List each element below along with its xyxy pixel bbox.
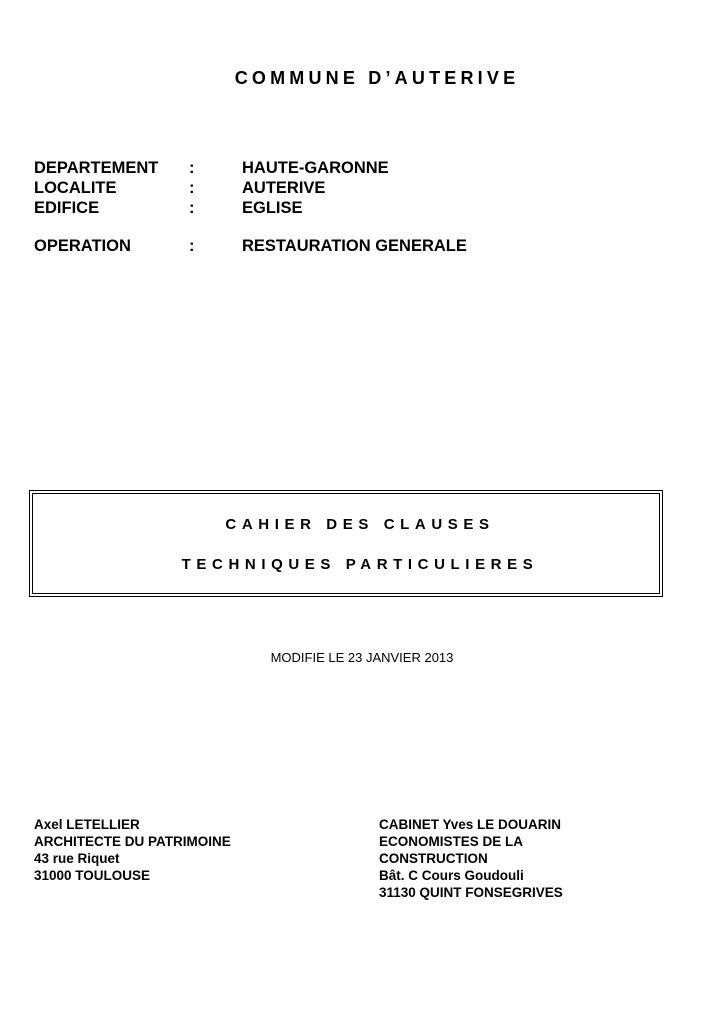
info-value: AUTERIVE bbox=[242, 179, 326, 197]
info-value: RESTAURATION GENERALE bbox=[242, 237, 467, 255]
architect-name: Axel LETELLIER bbox=[34, 817, 140, 832]
info-separator: : bbox=[189, 199, 195, 217]
document-type-line-1: CAHIER DES CLAUSES bbox=[225, 516, 495, 533]
economist-city: 31130 QUINT FONSEGRIVES bbox=[379, 885, 563, 900]
architect-role: ARCHITECTE DU PATRIMOINE bbox=[34, 834, 231, 849]
economist-address-block bbox=[379, 816, 563, 901]
info-value: EGLISE bbox=[242, 199, 303, 217]
economist-name: CABINET Yves LE DOUARIN bbox=[379, 817, 562, 832]
info-separator: : bbox=[189, 237, 195, 255]
info-label: OPERATION bbox=[34, 237, 131, 255]
info-separator: : bbox=[189, 159, 195, 177]
document-type-line-2: TECHNIQUES PARTICULIERES bbox=[181, 556, 539, 573]
economist-role-line-1: ECONOMISTES DE LA bbox=[379, 834, 524, 849]
modification-date: MODIFIE LE 23 JANVIER 2013 bbox=[270, 650, 454, 665]
document-type-frame bbox=[29, 490, 663, 597]
architect-address-block bbox=[34, 816, 231, 884]
document-title: COMMUNE D’AUTERIVE bbox=[234, 68, 520, 88]
economist-role-line-2: CONSTRUCTION bbox=[379, 851, 488, 866]
document-type-frame-inner bbox=[32, 493, 660, 594]
architect-city: 31000 TOULOUSE bbox=[34, 868, 151, 883]
economist-street: Bât. C Cours Goudouli bbox=[379, 868, 524, 883]
info-label: DEPARTEMENT bbox=[34, 159, 159, 177]
info-label: LOCALITE bbox=[34, 179, 117, 197]
info-separator: : bbox=[189, 179, 195, 197]
architect-street: 43 rue Riquet bbox=[34, 851, 120, 866]
info-label: EDIFICE bbox=[34, 199, 100, 217]
info-value: HAUTE-GARONNE bbox=[242, 159, 389, 177]
